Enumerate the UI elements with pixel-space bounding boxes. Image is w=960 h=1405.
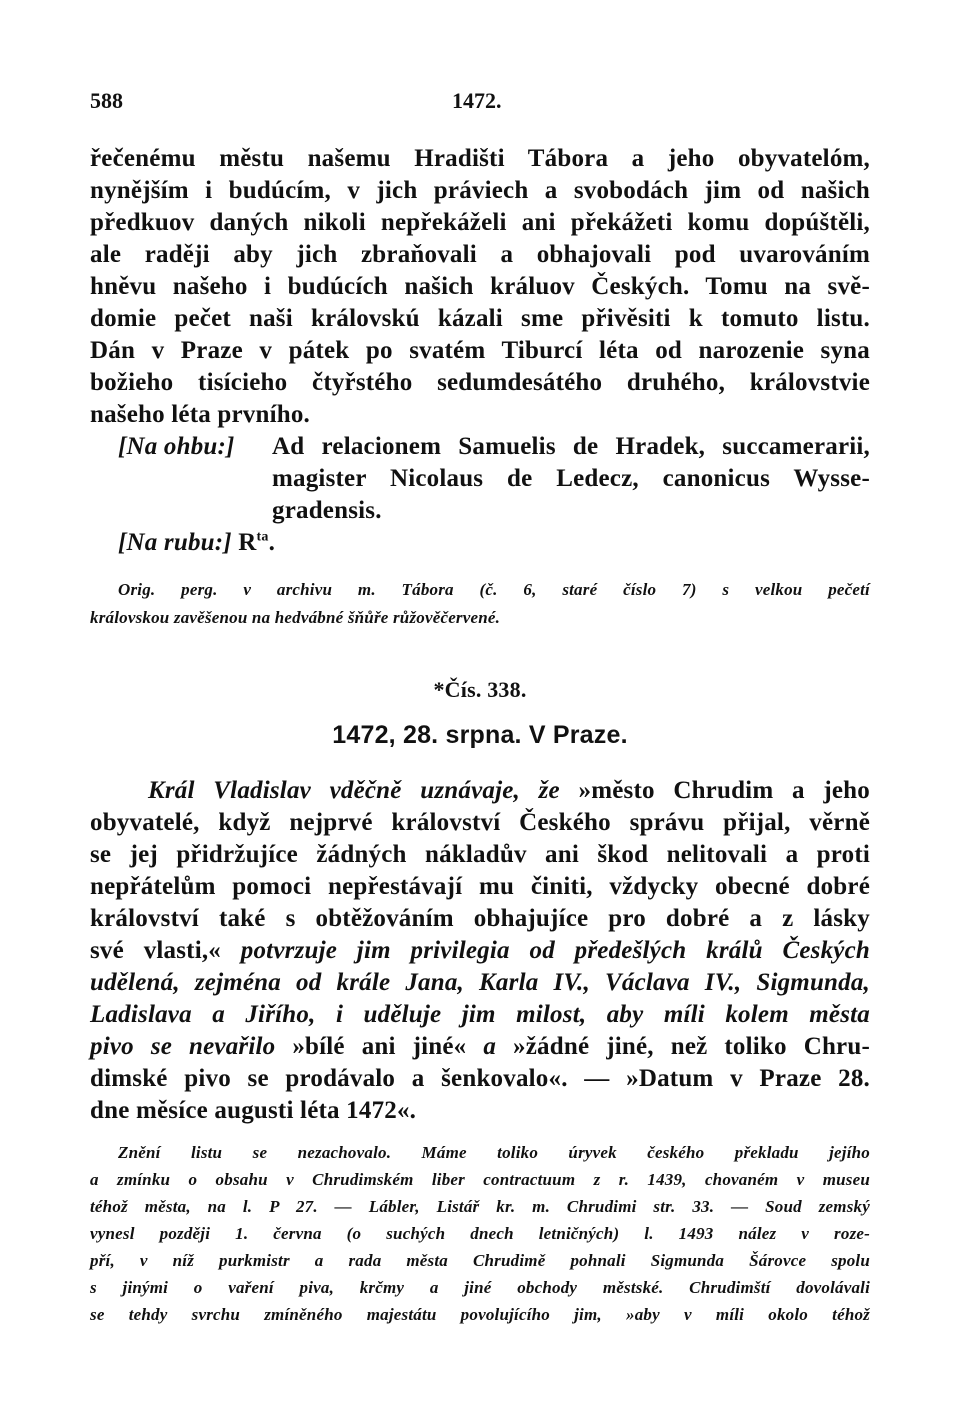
charter-line: domie pečet naši královskú kázali sme přivěsiti k tomuto listu. <box>90 305 870 332</box>
entry-number: *Čís. 338. <box>433 677 527 702</box>
page-number: 588 <box>90 88 123 113</box>
regest-line: Ladislava a Jiřího, i uděluje jim milost, aby míli kolem města <box>90 1001 870 1028</box>
source-note-line: královskou zavěšenou na hedvábné šňůře růžověčervené. <box>90 608 501 627</box>
regest-italic: pivo se nevařilo <box>90 1033 276 1060</box>
source-note-line: Orig. perg. v archivu m. Tábora (č. 6, staré číslo 7) s velkou pečetí <box>118 580 870 599</box>
charter-line: řečenému městu našemu Hradišti Tábora a jeho obyvatelóm, <box>90 145 870 172</box>
reverse-superscript: ta <box>256 529 269 545</box>
regest-line: dimské pivo se prodávalo a šenkovalo«. — »Datum v Praze 28. <box>90 1065 870 1092</box>
entry-date-place: 1472, 28. srpna. V Praze. <box>332 721 628 749</box>
reverse-label: [Na rubu:] <box>118 529 232 556</box>
fold-text-line: gradensis. <box>272 497 382 524</box>
reverse-endorsement <box>118 529 418 557</box>
editorial-note-line: pří, v níž purkmistr a rada města Chrudimě pohnali Sigmunda Šárovce spolu <box>90 1251 870 1270</box>
charter-line: našeho léta prvního. <box>90 401 311 428</box>
editorial-note-line: a zmínku o obsahu v Chrudimském liber contractuum z r. 1439, chovaném v museu <box>90 1170 870 1189</box>
regest-line: se jej přidržujíce žádných nákladův ani škod nelitovali a proti <box>90 841 870 868</box>
editorial-note-line: vynesl později 1. června (o suchých dnech letničných) l. 1493 nález v roze- <box>90 1224 870 1243</box>
regest-line: nepřátelům pomoci nepřestávají mu činiti, vždycky obecné dobré <box>90 873 870 900</box>
fold-text-line: Ad relacionem Samuelis de Hradek, succamerarii, <box>272 433 870 460</box>
regest-line: své vlasti,« potvrzuje jim privilegia od předešlých králů Českých <box>90 937 870 964</box>
editorial-note-line: téhož města, na l. P 27. — Lábler, Listář kr. m. Chrudimi str. 33. — Soud zemský <box>90 1197 870 1216</box>
regest-line: dne měsíce augusti léta 1472«. <box>90 1097 417 1124</box>
reverse-text: R <box>238 529 257 556</box>
regest-line: Král Vladislav vděčně uznávaje, že »město Chrudim a jeho <box>148 777 870 804</box>
fold-label: [Na ohbu:] <box>118 433 235 460</box>
regest-line: udělená, zejména od krále Jana, Karla IV., Václava IV., Sigmunda, <box>90 969 870 996</box>
charter-line: božieho tisícieho čtyřstého sedumdesátého druhého, královstvie <box>90 369 870 396</box>
running-header-year: 1472. <box>452 88 502 113</box>
charter-line: předkuov daných nikoli nepřekáželi ani překážeti komu dopúštěli, <box>90 209 870 236</box>
regest-start: Král Vladislav vděčně uznávaje, že <box>148 777 560 804</box>
charter-line: Dán v Praze v pátek po svatém Tiburcí léta od narozenie syna <box>90 337 870 364</box>
editorial-note-line: se tehdy svrchu zmíněného majestátu povolujícího jim, »aby v míli okolo téhož <box>90 1305 870 1324</box>
regest-line: obyvatelé, když nejprvé království Českého správu přijal, věrně <box>90 809 870 836</box>
reverse-end: . <box>268 529 276 556</box>
editorial-note-line: Znění listu se nezachovalo. Máme toliko úryvek českého překladu jejího <box>118 1143 870 1162</box>
regest-line: pivo se nevařilo »bílé ani jiné« a »žádné jiné, než toliko Chru- <box>90 1033 870 1060</box>
regest-line: království také s obtěžováním obhajujíce pro dobré a z lásky <box>90 905 870 932</box>
charter-line: ale raději aby jich zbraňovali a obhajovali pod uvarováním <box>90 241 870 268</box>
editorial-note-line: s jinými o vaření piva, krčmy a jiné obchody městské. Chrudimští dovolávali <box>90 1278 870 1297</box>
regest-italic: potvrzuje jim privilegia od předešlých králů Českých <box>240 937 870 964</box>
regest-italic: a <box>483 1033 497 1060</box>
charter-line: nynějším i budúcím, v jich práviech a svobodách jim od našich <box>90 177 870 204</box>
charter-line: hněvu našeho i budúcích našich králuov Českých. Tomu na svě- <box>90 273 870 300</box>
fold-text-line: magister Nicolaus de Ledecz, canonicus Wysse- <box>272 465 870 492</box>
